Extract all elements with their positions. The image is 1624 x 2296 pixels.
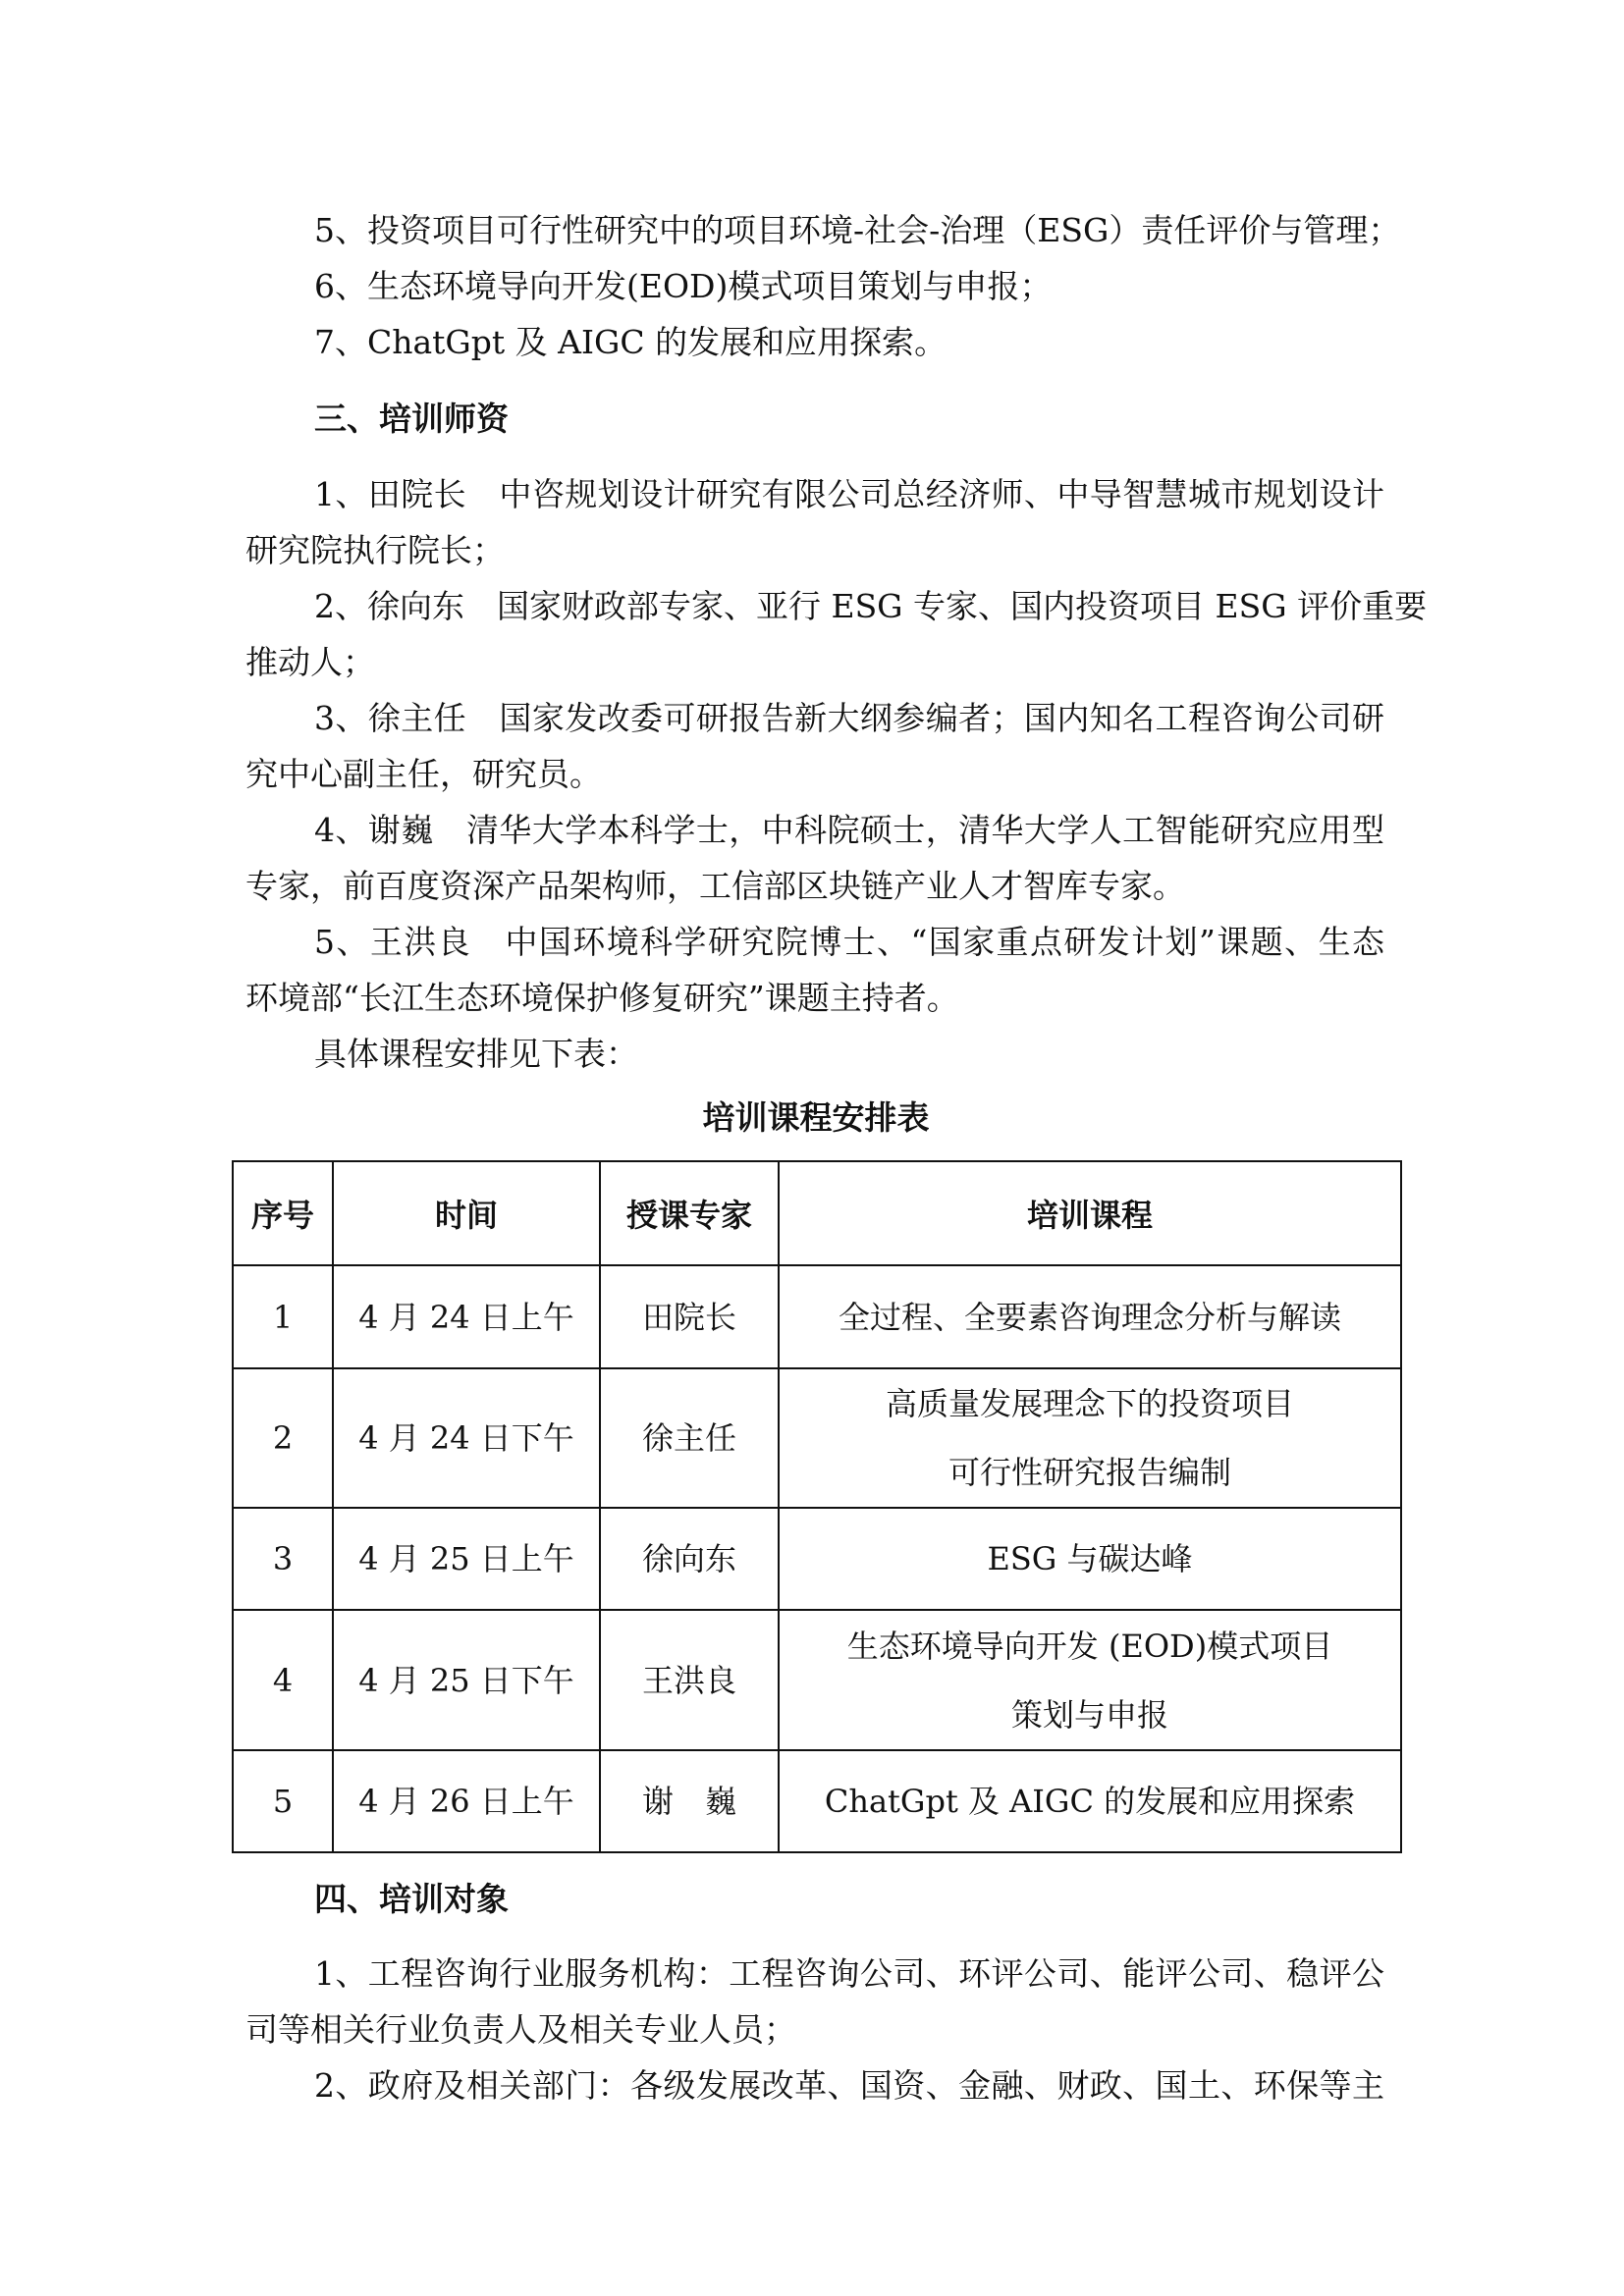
list-item: 6、生态环境导向开发(EOD)模式项目策划与申报； <box>314 267 1053 305</box>
paragraph-line: 1、工程咨询行业服务机构：工程咨询公司、环评公司、能评公司、稳评公 <box>314 1954 1384 1993</box>
column-header: 培训课程 <box>779 1161 1401 1265</box>
teacher-line: 研究院执行院长； <box>245 531 505 569</box>
teacher-line: 4、谢巍 清华大学本科学士，中科院硕士，清华大学人工智能研究应用型 <box>314 811 1384 849</box>
row-course <box>779 1610 1401 1750</box>
row-time: 4 月 26 日上午 <box>333 1750 600 1852</box>
teacher-line: 2、徐向东 国家财政部专家、亚行 ESG 专家、国内投资项目 ESG 评价重要 <box>314 587 1428 625</box>
course-line: ChatGpt 及 AIGC 的发展和应用探索 <box>824 1783 1356 1820</box>
row-course <box>779 1508 1401 1610</box>
row-number: 3 <box>233 1508 333 1610</box>
table-row <box>233 1368 1401 1508</box>
column-header: 时间 <box>333 1161 600 1265</box>
section-heading: 四、培训对象 <box>314 1880 509 1918</box>
row-expert: 王洪良 <box>600 1610 779 1750</box>
course-line: 可行性研究报告编制 <box>947 1454 1231 1491</box>
teacher-line: 专家，前百度资深产品架构师，工信部区块链产业人才智库专家。 <box>245 867 1185 905</box>
table-row <box>233 1750 1401 1852</box>
row-expert: 徐向东 <box>600 1508 779 1610</box>
table-row <box>233 1265 1401 1368</box>
teacher-line: 1、田院长 中咨规划设计研究有限公司总经济师、中导智慧城市规划设计 <box>314 475 1384 513</box>
table-row <box>233 1610 1401 1750</box>
row-expert: 田院长 <box>600 1265 779 1368</box>
row-time: 4 月 24 日上午 <box>333 1265 600 1368</box>
row-time: 4 月 25 日上午 <box>333 1508 600 1610</box>
row-number: 4 <box>233 1610 333 1750</box>
course-line: ESG 与碳达峰 <box>987 1540 1193 1577</box>
row-expert: 徐主任 <box>600 1368 779 1508</box>
table-intro: 具体课程安排见下表： <box>314 1035 638 1073</box>
table-row <box>233 1508 1401 1610</box>
teacher-line: 5、王洪良 中国环境科学研究院博士、“国家重点研发计划”课题、生态 <box>314 923 1384 961</box>
column-header: 序号 <box>233 1161 333 1265</box>
column-header: 授课专家 <box>600 1161 779 1265</box>
course-line: 全过程、全要素咨询理念分析与解读 <box>838 1298 1341 1336</box>
row-course <box>779 1265 1401 1368</box>
teacher-line: 推动人； <box>245 643 375 681</box>
row-number: 5 <box>233 1750 333 1852</box>
row-expert: 谢 巍 <box>600 1750 779 1852</box>
course-line: 生态环境导向开发 (EOD)模式项目 <box>846 1627 1333 1665</box>
table-header-row <box>233 1161 1401 1265</box>
row-time: 4 月 24 日下午 <box>333 1368 600 1508</box>
paragraph-line: 2、政府及相关部门：各级发展改革、国资、金融、财政、国土、环保等主 <box>314 2066 1384 2105</box>
course-line: 策划与申报 <box>1010 1695 1168 1734</box>
section-heading: 三、培训师资 <box>314 400 509 438</box>
row-number: 2 <box>233 1368 333 1508</box>
teacher-line: 3、徐主任 国家发改委可研报告新大纲参编者；国内知名工程咨询公司研 <box>314 699 1384 737</box>
list-item: 7、ChatGpt 及 AIGC 的发展和应用探索。 <box>314 323 947 361</box>
row-time: 4 月 25 日下午 <box>333 1610 600 1750</box>
list-item: 5、投资项目可行性研究中的项目环境-社会-治理（ESG）责任评价与管理； <box>314 211 1401 249</box>
teacher-line: 究中心副主任，研究员。 <box>245 755 602 793</box>
paragraph-line: 司等相关行业负责人及相关专业人员； <box>245 2010 796 2049</box>
row-course <box>779 1368 1401 1508</box>
table-title: 培训课程安排表 <box>702 1098 930 1137</box>
course-line: 高质量发展理念下的投资项目 <box>885 1385 1294 1422</box>
teacher-line: 环境部“长江生态环境保护修复研究”课题主持者。 <box>245 979 959 1017</box>
row-number: 1 <box>233 1265 333 1368</box>
row-course <box>779 1750 1401 1852</box>
schedule-table <box>232 1160 1402 1853</box>
